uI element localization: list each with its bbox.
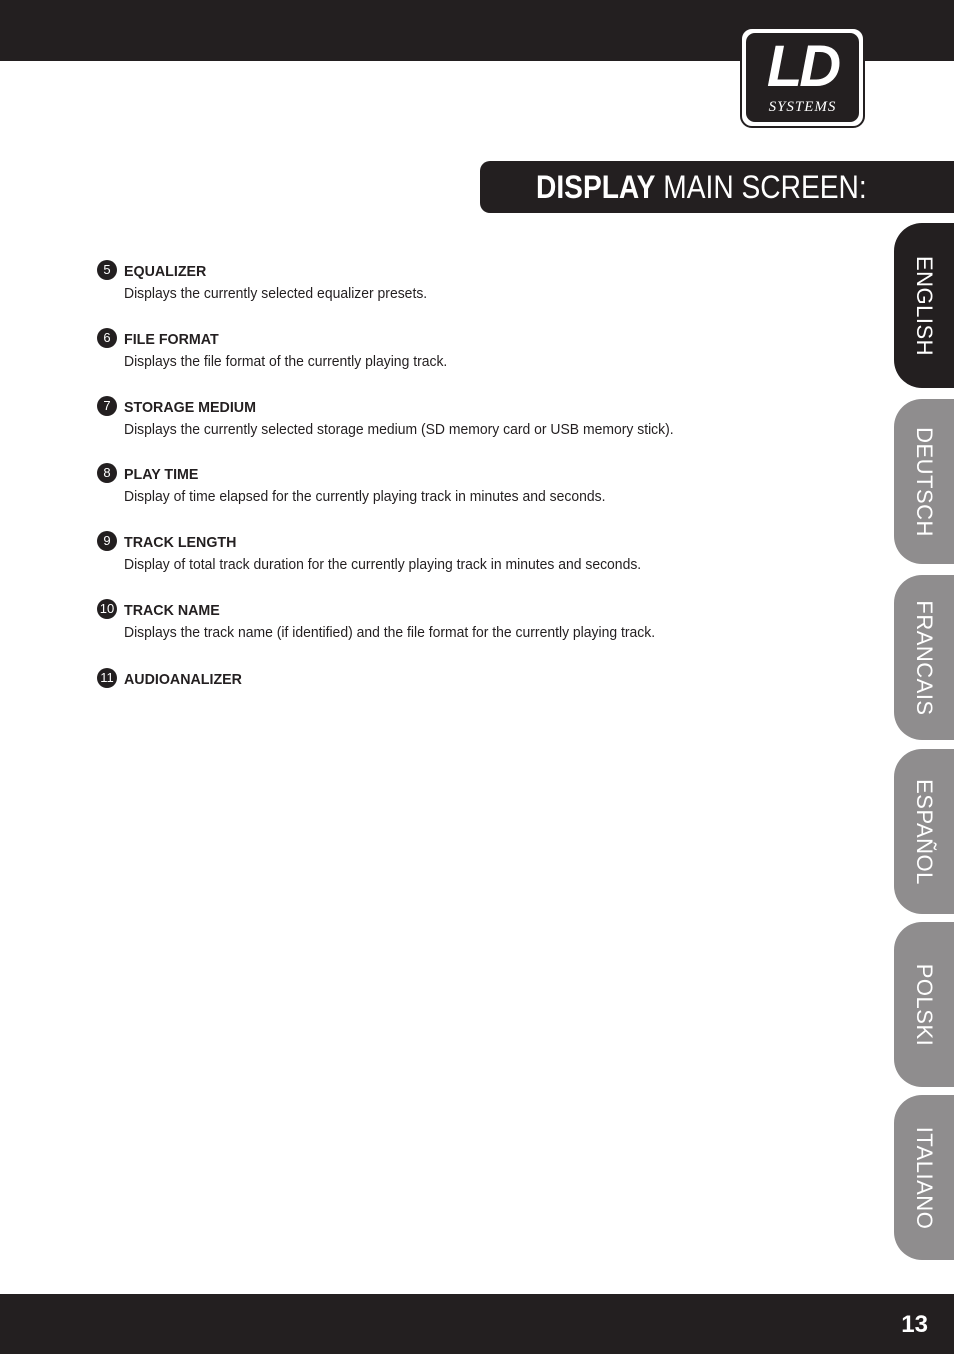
tab-english[interactable]: [894, 223, 954, 388]
item-number-badge: 10: [97, 599, 117, 619]
logo-main-text: LD: [766, 34, 839, 99]
list-item-storage-medium: [96, 396, 796, 463]
logo-sub-text: SYSTEMS: [768, 99, 837, 115]
tab-label: FRANCAIS: [912, 599, 937, 716]
ld-systems-logo: [740, 27, 865, 128]
item-number-badge: 7: [97, 396, 117, 416]
item-title: EQUALIZER: [124, 263, 207, 280]
list-item-track-length: [96, 531, 796, 599]
item-title: AUDIOANALIZER: [124, 671, 242, 688]
description-list: [96, 260, 796, 708]
section-title-banner: [480, 161, 954, 213]
tab-label: DEUTSCH: [912, 426, 937, 537]
tab-deutsch[interactable]: [894, 399, 954, 564]
item-number-badge: 5: [97, 260, 117, 280]
list-item-audioanalizer: [96, 668, 796, 708]
list-item-play-time: [96, 463, 796, 531]
tab-francais[interactable]: [894, 575, 954, 740]
tab-polski[interactable]: [894, 922, 954, 1087]
tab-label: POLSKI: [912, 963, 937, 1046]
page-title-rest: MAIN SCREEN:: [655, 169, 867, 205]
item-description: Displays the file format of the currently playing track.: [124, 353, 448, 370]
page-title-bold: DISPLAY: [536, 169, 656, 205]
item-description: Displays the track name (if identified) and the file format for the currently playing track.: [124, 624, 656, 641]
page-title: [536, 161, 867, 213]
item-title: PLAY TIME: [124, 466, 199, 483]
tab-italiano[interactable]: [894, 1095, 954, 1260]
page-number: 13: [901, 1311, 928, 1338]
tab-espanol[interactable]: [894, 749, 954, 914]
item-number-badge: 8: [97, 463, 117, 483]
item-description: Displays the currently selected storage medium (SD memory card or USB memory stick).: [124, 421, 674, 438]
list-item-track-name: [96, 599, 796, 668]
item-description: Display of time elapsed for the currently playing track in minutes and seconds.: [124, 488, 606, 505]
item-title: STORAGE MEDIUM: [124, 399, 256, 416]
tab-label: ENGLISH: [912, 255, 937, 356]
footer-bar: [0, 1294, 954, 1354]
logo-inner: [746, 33, 859, 122]
tab-label: ITALIANO: [912, 1126, 937, 1229]
item-number-badge: 11: [97, 668, 117, 688]
item-number-badge: 6: [97, 328, 117, 348]
list-item-file-format: [96, 328, 796, 396]
list-item-equalizer: [96, 260, 796, 328]
item-title: TRACK NAME: [124, 602, 220, 619]
item-title: TRACK LENGTH: [124, 534, 237, 551]
item-title: FILE FORMAT: [124, 331, 219, 348]
item-description: Display of total track duration for the currently playing track in minutes and seconds.: [124, 556, 642, 573]
item-number-badge: 9: [97, 531, 117, 551]
tab-label: ESPAÑOL: [912, 778, 937, 885]
item-description: Displays the currently selected equalizer presets.: [124, 285, 428, 302]
